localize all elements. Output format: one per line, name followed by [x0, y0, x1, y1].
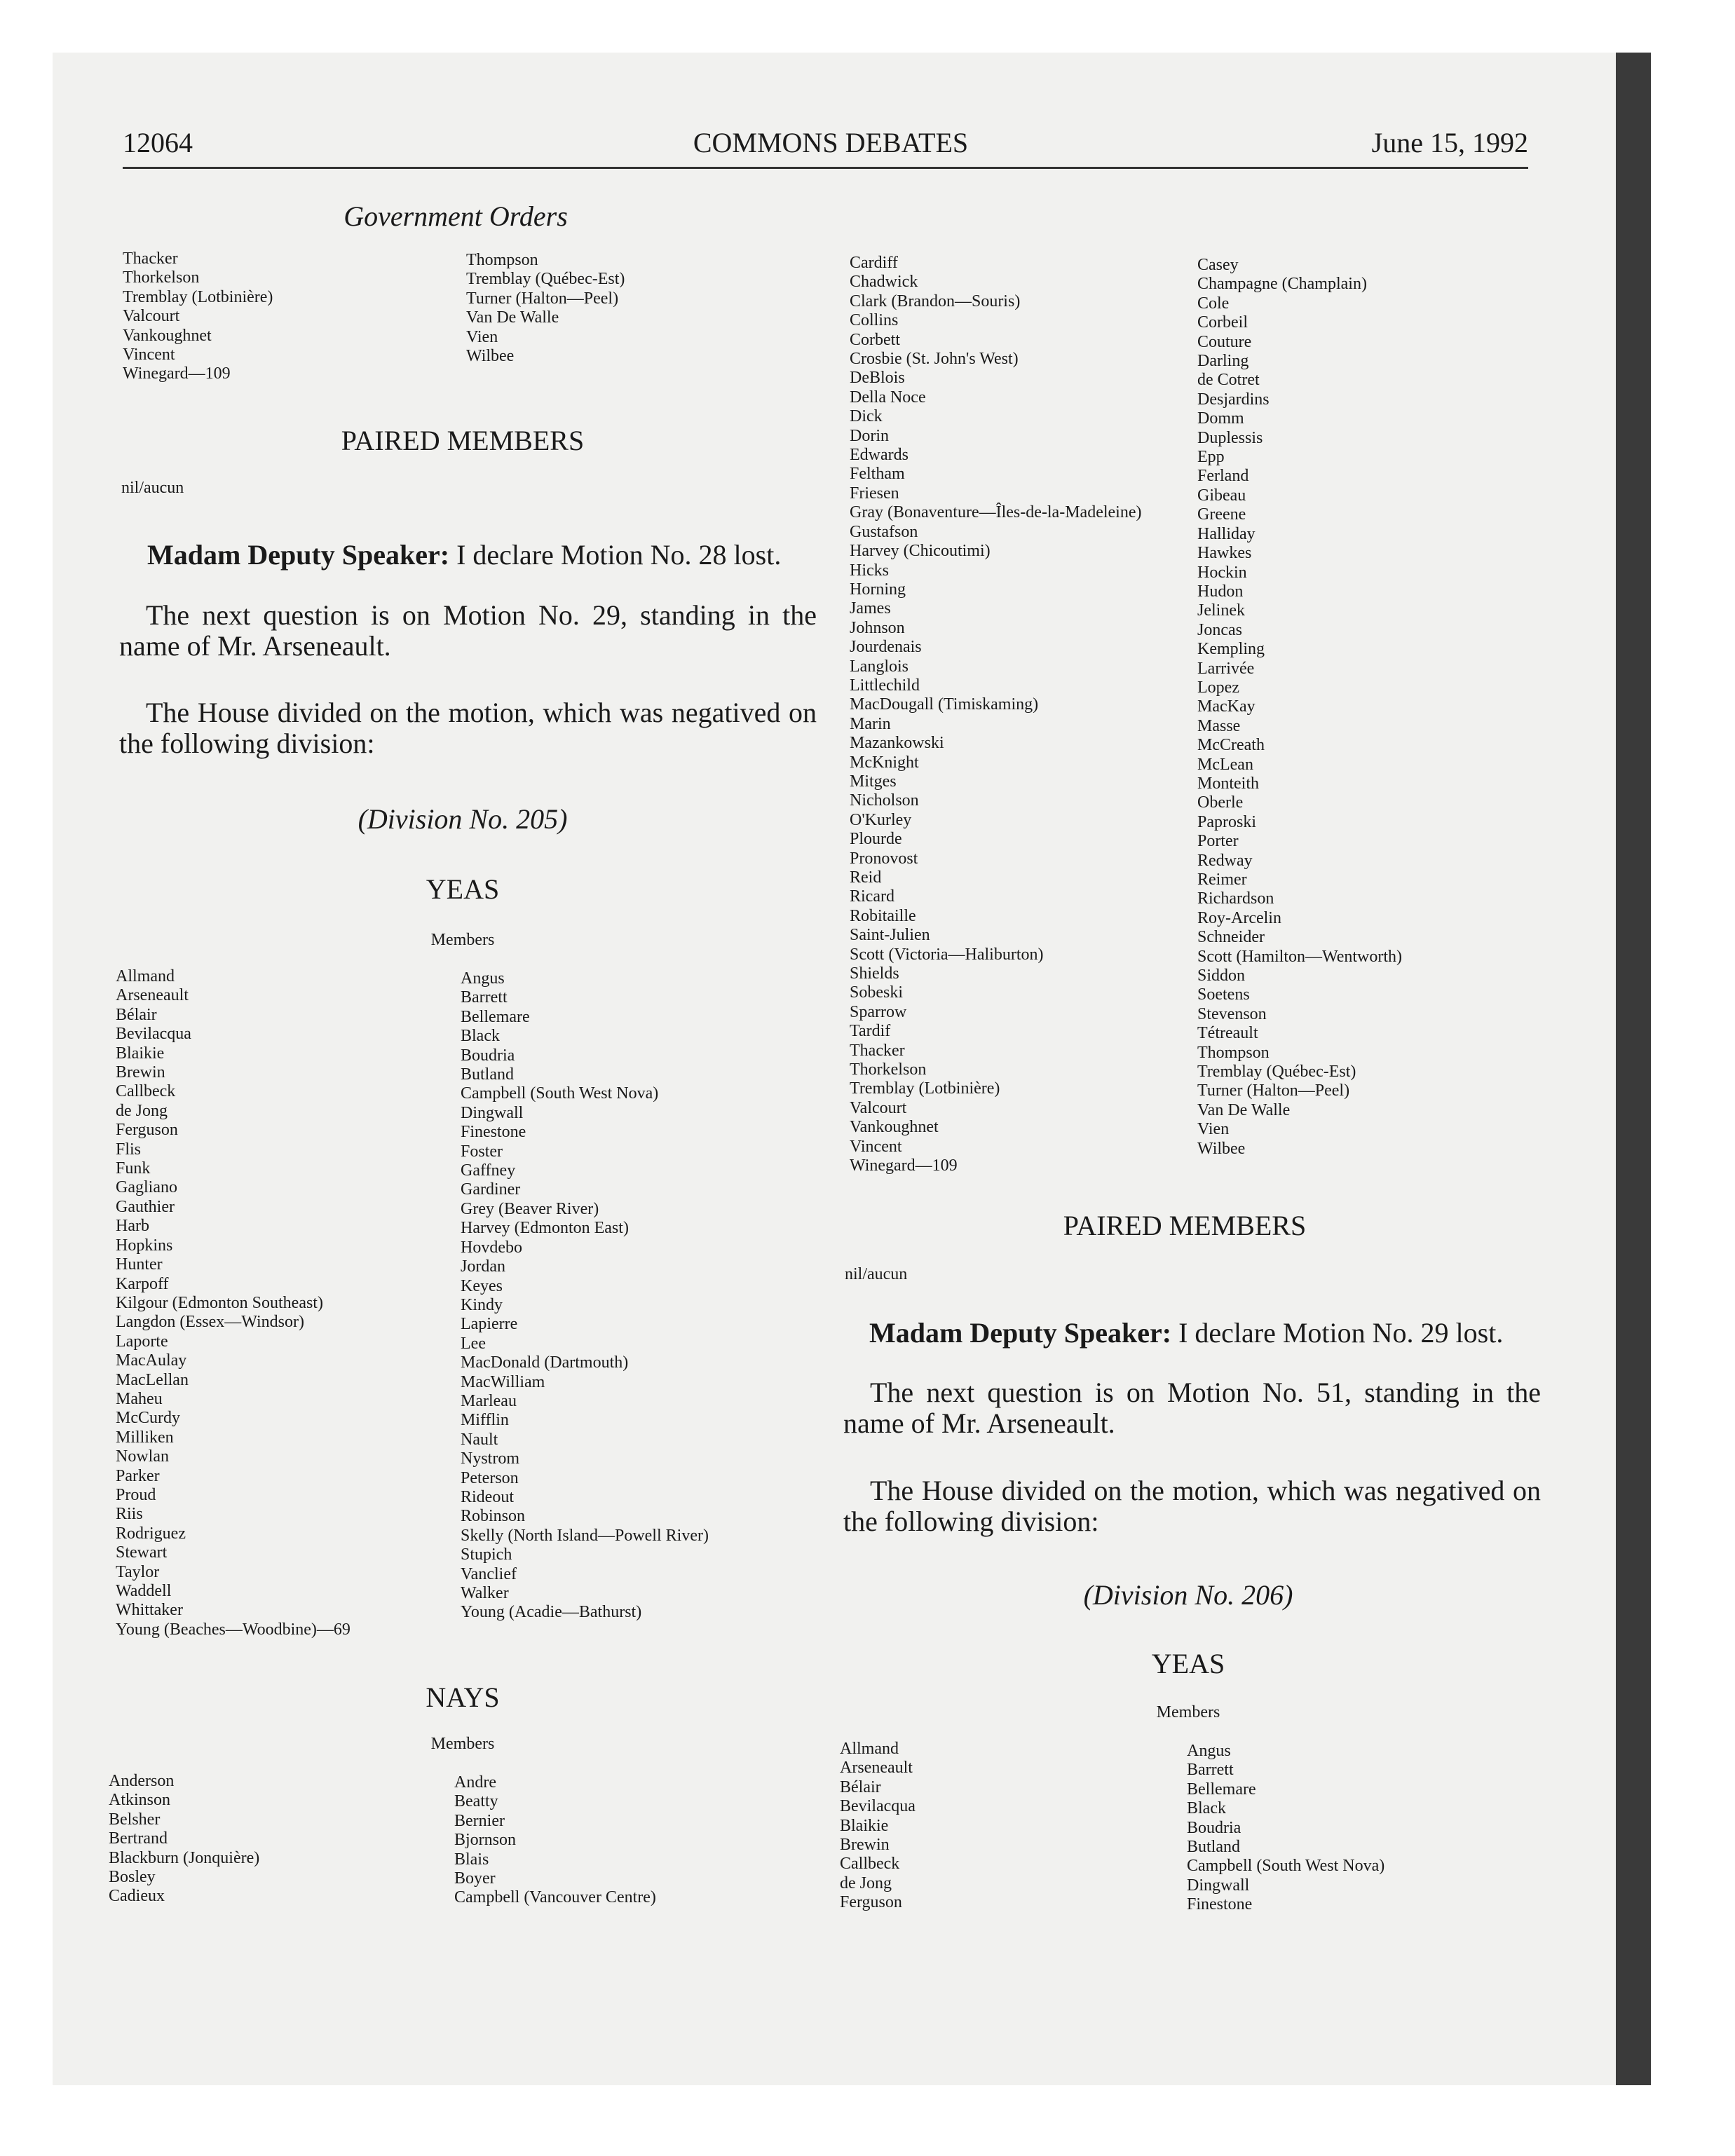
member-name: Feltham: [850, 465, 905, 484]
member-name: Saint-Julien: [850, 926, 930, 945]
member-name: Flis: [116, 1140, 142, 1159]
member-name: Bellemare: [1187, 1780, 1256, 1799]
member-name: Campbell (South West Nova): [1187, 1857, 1385, 1876]
continued-nays-col1: [123, 250, 273, 384]
member-name: Thorkelson: [850, 1060, 927, 1079]
section-title: Government Orders: [343, 200, 568, 232]
member-name: Lopez: [1197, 678, 1239, 697]
member-name: Bosley: [109, 1868, 156, 1887]
member-name: Reid: [850, 868, 882, 887]
member-name: Bertrand: [109, 1829, 168, 1848]
member-name: Blaikie: [116, 1044, 165, 1063]
nays-members-label: Members: [430, 1735, 495, 1753]
division-intro-paragraph-2: The House divided on the motion, which was negatived on the following division:: [843, 1475, 1541, 1537]
member-name: Hudon: [1197, 582, 1244, 601]
member-name: Dingwall: [461, 1103, 524, 1122]
member-name: Allmand: [840, 1740, 899, 1758]
member-name: Hopkins: [116, 1236, 173, 1255]
member-name: Oberle: [1197, 793, 1244, 812]
member-name: Gustafson: [850, 522, 918, 541]
member-name: Dick: [850, 407, 883, 426]
member-name: Gardiner: [461, 1180, 521, 1199]
member-name: Butland: [1187, 1838, 1240, 1857]
member-name: Boudria: [1187, 1818, 1241, 1837]
yeas-col2-2: [1187, 1742, 1384, 1915]
member-name: Butland: [461, 1065, 514, 1084]
member-name: Bélair: [840, 1778, 881, 1796]
member-name: Karpoff: [116, 1274, 169, 1293]
member-name: Epp: [1197, 448, 1225, 467]
member-name: Allmand: [116, 967, 175, 985]
member-name: Skelly (North Island—Powell River): [461, 1526, 709, 1545]
member-name: MacDonald (Dartmouth): [461, 1353, 629, 1372]
member-name: Lapierre: [461, 1315, 518, 1334]
member-name: Siddon: [1197, 967, 1246, 985]
member-name: Valcourt: [123, 307, 180, 326]
member-name: Rodriguez: [116, 1524, 186, 1543]
member-name: Stevenson: [1197, 1004, 1267, 1023]
member-name: Taylor: [116, 1562, 160, 1581]
member-name: Crosbie (St. John's West): [850, 350, 1019, 369]
member-name: Wilbee: [1197, 1139, 1246, 1158]
member-name: Ferguson: [116, 1121, 178, 1140]
member-name: Hockin: [1197, 563, 1247, 582]
member-name: Greene: [1197, 505, 1246, 524]
member-name: Andre: [454, 1773, 496, 1792]
member-name: Mifflin: [461, 1411, 509, 1430]
yeas-col1-2: [840, 1740, 916, 1913]
member-name: Harvey (Edmonton East): [461, 1219, 629, 1238]
member-name: McKnight: [850, 753, 919, 772]
member-name: Cardiff: [850, 254, 898, 272]
member-name: Riis: [116, 1505, 143, 1524]
member-name: Gibeau: [1197, 486, 1246, 505]
yeas-col1: [116, 967, 351, 1639]
member-name: Kempling: [1197, 640, 1265, 659]
speaker-statement-2: I declare Motion No. 29 lost.: [1178, 1317, 1504, 1349]
member-name: Angus: [461, 969, 505, 988]
member-name: Peterson: [461, 1468, 519, 1487]
member-name: Dorin: [850, 426, 889, 445]
member-name: Joncas: [1197, 620, 1242, 639]
yeas-heading-2: YEAS: [1151, 1648, 1225, 1679]
member-name: Paproski: [1197, 812, 1256, 831]
division-number-2: (Division No. 206): [1083, 1579, 1293, 1611]
member-name: Pronovost: [850, 849, 918, 868]
member-name: Thompson: [466, 251, 538, 269]
member-name: Thacker: [123, 250, 178, 268]
member-name: Finestone: [461, 1123, 526, 1142]
member-name: MacKay: [1197, 697, 1256, 716]
member-name: Belsher: [109, 1810, 161, 1829]
member-name: Champagne (Champlain): [1197, 275, 1367, 294]
member-name: Mazankowski: [850, 734, 944, 753]
member-name: Arseneault: [840, 1759, 913, 1778]
member-name: Milliken: [116, 1428, 174, 1447]
member-name: Plourde: [850, 830, 902, 849]
member-name: Black: [461, 1027, 500, 1046]
speaker-ruling: [147, 538, 781, 571]
member-name: MacDougall (Timiskaming): [850, 695, 1039, 714]
member-name: MacAulay: [116, 1351, 187, 1370]
member-name: Hicks: [850, 561, 889, 580]
member-name: Duplessis: [1197, 428, 1263, 447]
member-name: Callbeck: [840, 1855, 900, 1874]
member-name: Dingwall: [1187, 1876, 1250, 1895]
member-name: Schneider: [1197, 928, 1265, 947]
paired-members-heading-2: PAIRED MEMBERS: [1063, 1210, 1307, 1241]
member-name: Lee: [461, 1334, 486, 1353]
member-name: Cadieux: [109, 1887, 165, 1906]
scan-edge-shadow: [1616, 53, 1651, 2085]
member-name: Bevilacqua: [840, 1797, 916, 1816]
member-name: Vankoughnet: [123, 326, 212, 345]
member-name: Thorkelson: [123, 268, 200, 287]
member-name: Young (Beaches—Woodbine)—69: [116, 1620, 351, 1639]
member-name: Callbeck: [116, 1082, 176, 1101]
member-name: Sparrow: [850, 1002, 907, 1021]
member-name: Masse: [1197, 716, 1241, 735]
member-name: Black: [1187, 1799, 1226, 1818]
member-name: Van De Walle: [1197, 1100, 1291, 1119]
member-name: Harb: [116, 1217, 149, 1236]
member-name: Winegard—109: [123, 364, 231, 383]
member-name: Beatty: [454, 1792, 498, 1811]
member-name: Bernier: [454, 1811, 505, 1830]
member-name: Darling: [1197, 352, 1249, 371]
nays-continued-col2: [1197, 256, 1402, 1159]
member-name: MacLellan: [116, 1370, 189, 1389]
member-name: Jelinek: [1197, 601, 1245, 620]
member-name: Boyer: [454, 1869, 496, 1888]
member-name: Ferland: [1197, 467, 1249, 486]
member-name: Thompson: [1197, 1043, 1270, 1062]
member-name: Bellemare: [461, 1007, 530, 1026]
member-name: Collins: [850, 311, 899, 330]
member-name: Sobeski: [850, 983, 904, 1002]
speaker-name: Madam Deputy Speaker:: [147, 539, 450, 571]
member-name: Walker: [461, 1584, 509, 1602]
member-name: McLean: [1197, 755, 1253, 774]
member-name: Tardif: [850, 1022, 891, 1041]
member-name: Tremblay (Québec-Est): [1197, 1063, 1356, 1082]
member-name: Vien: [466, 327, 498, 346]
member-name: Cole: [1197, 294, 1230, 313]
member-name: Larrivée: [1197, 659, 1255, 678]
division-intro-paragraph: The House divided on the motion, which was negatived on the following division:: [119, 697, 817, 759]
member-name: Jourdenais: [850, 638, 922, 657]
member-name: Turner (Halton—Peel): [1197, 1082, 1350, 1100]
member-name: Hovdebo: [461, 1238, 522, 1257]
member-name: Wilbee: [466, 347, 515, 366]
member-name: Valcourt: [850, 1098, 907, 1117]
member-name: Nault: [461, 1430, 498, 1449]
nays-col1: [109, 1772, 259, 1906]
member-name: Gray (Bonaventure—Îles-de-la-Madeleine): [850, 503, 1142, 522]
publication-title: COMMONS DEBATES: [693, 127, 969, 158]
member-name: Robitaille: [850, 906, 916, 925]
member-name: Edwards: [850, 446, 909, 465]
member-name: Bjornson: [454, 1831, 517, 1850]
member-name: Bélair: [116, 1005, 157, 1024]
member-name: Whittaker: [116, 1601, 183, 1620]
member-name: Tremblay (Québec-Est): [466, 270, 625, 289]
member-name: Brewin: [840, 1836, 890, 1855]
member-name: Thacker: [850, 1041, 905, 1060]
member-name: Friesen: [850, 484, 899, 503]
member-name: Campbell (Vancouver Centre): [454, 1888, 656, 1907]
member-name: DeBlois: [850, 369, 905, 388]
member-name: Turner (Halton—Peel): [466, 289, 619, 308]
member-name: Young (Acadie—Bathurst): [461, 1603, 642, 1622]
member-name: Nicholson: [850, 791, 919, 810]
member-name: Arseneault: [116, 986, 189, 1005]
member-name: Campbell (South West Nova): [461, 1084, 659, 1103]
paired-members-heading: PAIRED MEMBERS: [341, 425, 585, 456]
member-name: Redway: [1197, 851, 1253, 870]
member-name: Littlechild: [850, 676, 920, 695]
member-name: Angus: [1187, 1742, 1231, 1760]
member-name: Mitges: [850, 772, 897, 791]
member-name: Barrett: [461, 988, 508, 1007]
next-question-paragraph-2: The next question is on Motion No. 51, standing in the name of Mr. Arseneault.: [843, 1377, 1541, 1439]
yeas-members-label: Members: [430, 931, 495, 949]
paired-members-value: nil/aucun: [121, 479, 184, 497]
member-name: Johnson: [850, 618, 905, 637]
speaker-ruling-2: [869, 1316, 1503, 1349]
member-name: Gaffney: [461, 1161, 516, 1180]
member-name: Grey (Beaver River): [461, 1199, 599, 1218]
member-name: Waddell: [116, 1582, 172, 1600]
member-name: Rideout: [461, 1487, 514, 1506]
member-name: Horning: [850, 580, 906, 599]
member-name: Tremblay (Lotbinière): [850, 1079, 1000, 1098]
member-name: Blais: [454, 1850, 489, 1869]
member-name: Roy-Arcelin: [1197, 908, 1281, 927]
member-name: Scott (Victoria—Haliburton): [850, 945, 1044, 964]
member-name: Shields: [850, 964, 899, 983]
speaker-statement: I declare Motion No. 28 lost.: [456, 539, 782, 571]
member-name: Funk: [116, 1159, 151, 1178]
member-name: Soetens: [1197, 985, 1250, 1004]
member-name: Ferguson: [840, 1893, 902, 1912]
member-name: Jordan: [461, 1257, 505, 1276]
nays-heading: NAYS: [426, 1681, 500, 1713]
member-name: Porter: [1197, 832, 1239, 851]
member-name: Hawkes: [1197, 544, 1252, 563]
member-name: Vincent: [123, 346, 175, 364]
member-name: Vincent: [850, 1137, 902, 1156]
member-name: Tremblay (Lotbinière): [123, 287, 273, 306]
member-name: Proud: [116, 1485, 156, 1504]
member-name: Boudria: [461, 1046, 515, 1065]
header-rule: [123, 167, 1528, 169]
member-name: Corbett: [850, 330, 900, 349]
member-name: Hunter: [116, 1255, 163, 1274]
member-name: Harvey (Chicoutimi): [850, 542, 991, 561]
division-number: (Division No. 205): [358, 803, 568, 835]
member-name: James: [850, 599, 891, 618]
yeas-heading: YEAS: [426, 873, 500, 905]
member-name: MacWilliam: [461, 1372, 545, 1391]
member-name: Winegard—109: [850, 1157, 958, 1175]
member-name: Anderson: [109, 1772, 175, 1790]
member-name: Della Noce: [850, 388, 926, 407]
member-name: Vankoughnet: [850, 1118, 939, 1137]
member-name: Casey: [1197, 256, 1239, 274]
next-question-paragraph: The next question is on Motion No. 29, standing in the name of Mr. Arseneault.: [119, 599, 817, 662]
nays-col2: [454, 1773, 656, 1908]
member-name: de Cotret: [1197, 371, 1260, 390]
member-name: Vien: [1197, 1120, 1230, 1139]
member-name: Stupich: [461, 1546, 512, 1564]
member-name: de Jong: [116, 1101, 168, 1120]
member-name: Ricard: [850, 887, 894, 906]
member-name: Reimer: [1197, 871, 1247, 889]
yeas-col2: [461, 969, 709, 1623]
member-name: Scott (Hamilton—Wentworth): [1197, 947, 1403, 966]
member-name: Couture: [1197, 332, 1252, 351]
member-name: Barrett: [1187, 1761, 1234, 1780]
member-name: Domm: [1197, 409, 1244, 428]
member-name: Langdon (Essex—Windsor): [116, 1313, 304, 1332]
member-name: Keyes: [461, 1276, 503, 1295]
member-name: Gauthier: [116, 1197, 175, 1216]
member-name: Halliday: [1197, 524, 1256, 543]
member-name: Marin: [850, 714, 891, 733]
member-name: Monteith: [1197, 774, 1259, 793]
member-name: McCreath: [1197, 736, 1265, 755]
member-name: Brewin: [116, 1063, 165, 1082]
continued-nays-col2: [466, 251, 625, 366]
member-name: Foster: [461, 1142, 503, 1161]
member-name: Blackburn (Jonquière): [109, 1848, 260, 1867]
member-name: Nowlan: [116, 1447, 169, 1466]
member-name: Clark (Brandon—Souris): [850, 292, 1021, 311]
member-name: Van De Walle: [466, 308, 559, 327]
member-name: Nystrom: [461, 1449, 519, 1468]
member-name: Robinson: [461, 1507, 526, 1526]
member-name: Maheu: [116, 1389, 163, 1408]
member-name: de Jong: [840, 1874, 892, 1892]
member-name: Desjardins: [1197, 390, 1270, 409]
member-name: Corbeil: [1197, 313, 1248, 332]
member-name: Gagliano: [116, 1178, 177, 1197]
member-name: Atkinson: [109, 1791, 171, 1810]
speaker-name-2: Madam Deputy Speaker:: [869, 1317, 1172, 1349]
member-name: Stewart: [116, 1543, 168, 1562]
member-name: Finestone: [1187, 1895, 1253, 1914]
member-name: Richardson: [1197, 889, 1274, 908]
member-name: Blaikie: [840, 1816, 889, 1835]
member-name: Kilgour (Edmonton Southeast): [116, 1293, 323, 1312]
member-name: McCurdy: [116, 1409, 180, 1428]
page-date: June 15, 1992: [1371, 127, 1528, 158]
paired-members-value-2: nil/aucun: [845, 1265, 908, 1283]
member-name: Bevilacqua: [116, 1025, 191, 1044]
member-name: Laporte: [116, 1332, 168, 1351]
page-number: 12064: [123, 127, 193, 158]
member-name: Vanclief: [461, 1564, 517, 1583]
member-name: O'Kurley: [850, 810, 912, 829]
member-name: Parker: [116, 1466, 160, 1485]
nays-continued-col1: [850, 254, 1141, 1176]
member-name: Kindy: [461, 1295, 503, 1314]
member-name: Tétreault: [1197, 1024, 1258, 1043]
member-name: Langlois: [850, 657, 909, 676]
member-name: Chadwick: [850, 273, 918, 292]
yeas-members-label-2: Members: [1156, 1703, 1220, 1721]
member-name: Marleau: [461, 1391, 517, 1410]
